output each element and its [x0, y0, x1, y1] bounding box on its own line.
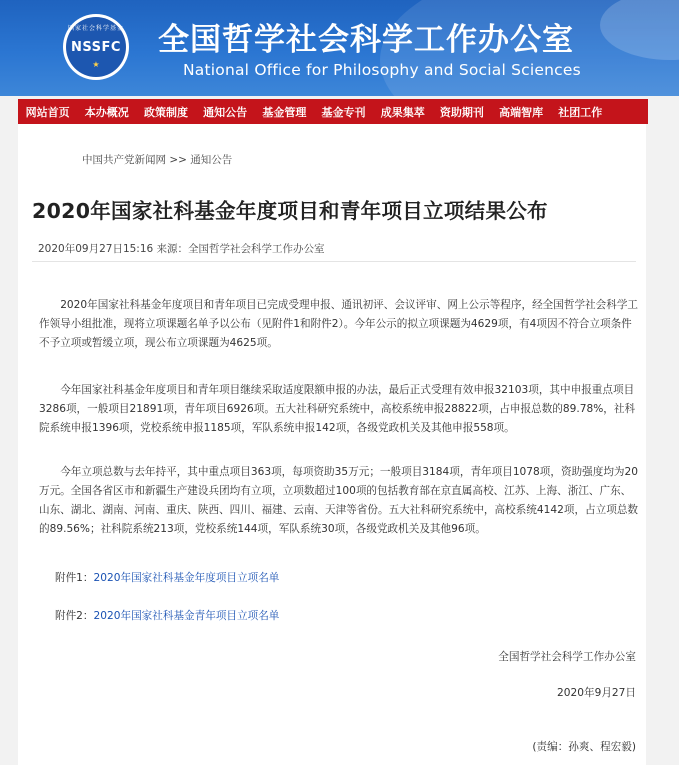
nav-about[interactable]: 本办概况 [84, 105, 129, 119]
logo-abbr: NSSFC [71, 39, 121, 55]
attachment-2 [55, 608, 279, 623]
article-paragraph-2: 今年国家社科基金年度项目和青年项目继续采取适度限额申报的办法，最后正式受理有效申报32103项，其中申报重点项目3286项，一般项目21891项，青年项目6926项。五大社科研究系统中，高校系统申报28822项，占申报总数的89.78%，社科院系统申报1396项，党校系统申报1185项，军队系统申报142项，各级党政机关及其他申报558项。 [39, 384, 636, 434]
divider [32, 261, 636, 262]
attachment-2-prefix: 附件2： [55, 610, 94, 622]
site-header [0, 0, 679, 96]
breadcrumb-separator: >> [166, 154, 191, 166]
signature-org: 全国哲学社会科学工作办公室 [498, 651, 636, 663]
nav-achievements[interactable]: 成果集萃 [380, 105, 425, 119]
breadcrumb-current-link[interactable]: 通知公告 [190, 154, 233, 166]
site-title-cn: 全国哲学社会科学工作办公室 [158, 22, 574, 58]
article-title: 2020年国家社科基金年度项目和青年项目立项结果公布 [32, 199, 548, 223]
article-paragraph-1: 2020年国家社科基金年度项目和青年项目已完成受理申报、通讯初评、会议评审、网上公示等程序，经全国哲学社会科学工作领导小组批准，现将立项课题名单予以公布（见附件1和附件2）。今年公示的拟立项课题为4629项，有4项因不符合立项条件不予立项或暂缓立项，现公布立项课题为4625项。 [39, 299, 639, 349]
logo-ring-text: 国家社会科学基金 [67, 25, 124, 32]
nav-notices[interactable]: 通知公告 [203, 105, 248, 119]
nav-policy[interactable]: 政策制度 [143, 105, 188, 119]
site-title-en: National Office for Philosophy and Social Sciences [183, 61, 581, 79]
nav-societies[interactable]: 社团工作 [558, 105, 603, 119]
attachment-1 [55, 570, 279, 585]
nav-funded-journals[interactable]: 资助期刊 [439, 105, 484, 119]
logo-emblem [66, 17, 126, 77]
editor-credit: (责编：孙爽、程宏毅) [532, 741, 636, 753]
nssfc-logo[interactable] [63, 14, 129, 80]
main-nav [18, 99, 648, 124]
nav-think-tanks[interactable]: 高端智库 [499, 105, 544, 119]
nav-fund-journal[interactable]: 基金专刊 [321, 105, 366, 119]
article-meta: 2020年09月27日15:16 来源：全国哲学社会科学工作办公室 [38, 243, 325, 255]
nav-home[interactable]: 网站首页 [25, 105, 70, 119]
article-container [18, 124, 646, 765]
star-icon: ★ [92, 60, 100, 69]
signature-date: 2020年9月27日 [557, 687, 636, 699]
attachment-2-link[interactable]: 2020年国家社科基金青年项目立项名单 [93, 610, 280, 622]
attachment-1-prefix: 附件1： [55, 572, 94, 584]
article-paragraph-3: 今年立项总数与去年持平，其中重点项目363项，每项资助35万元；一般项目3184项，青年项目1078项，资助强度均为20万元。全国各省区市和新疆生产建设兵团均有立项，立项数超过100项的包括教育部在京直属高校、江苏、上海、浙江、广东、山东、湖北、湖南、河南、重庆、陕西、四川、福建、云南、天津等省份。五大社科研究系统中，高校系统4142项，占立项总数的89.56%；社科院系统213项，党校系统144项，军队系统30项，各级党政机关及其他96项。 [39, 466, 639, 535]
breadcrumb-home-link[interactable]: 中国共产党新闻网 [82, 154, 166, 166]
breadcrumb [82, 152, 232, 167]
attachment-1-link[interactable]: 2020年国家社科基金年度项目立项名单 [93, 572, 280, 584]
nav-fund-management[interactable]: 基金管理 [262, 105, 307, 119]
